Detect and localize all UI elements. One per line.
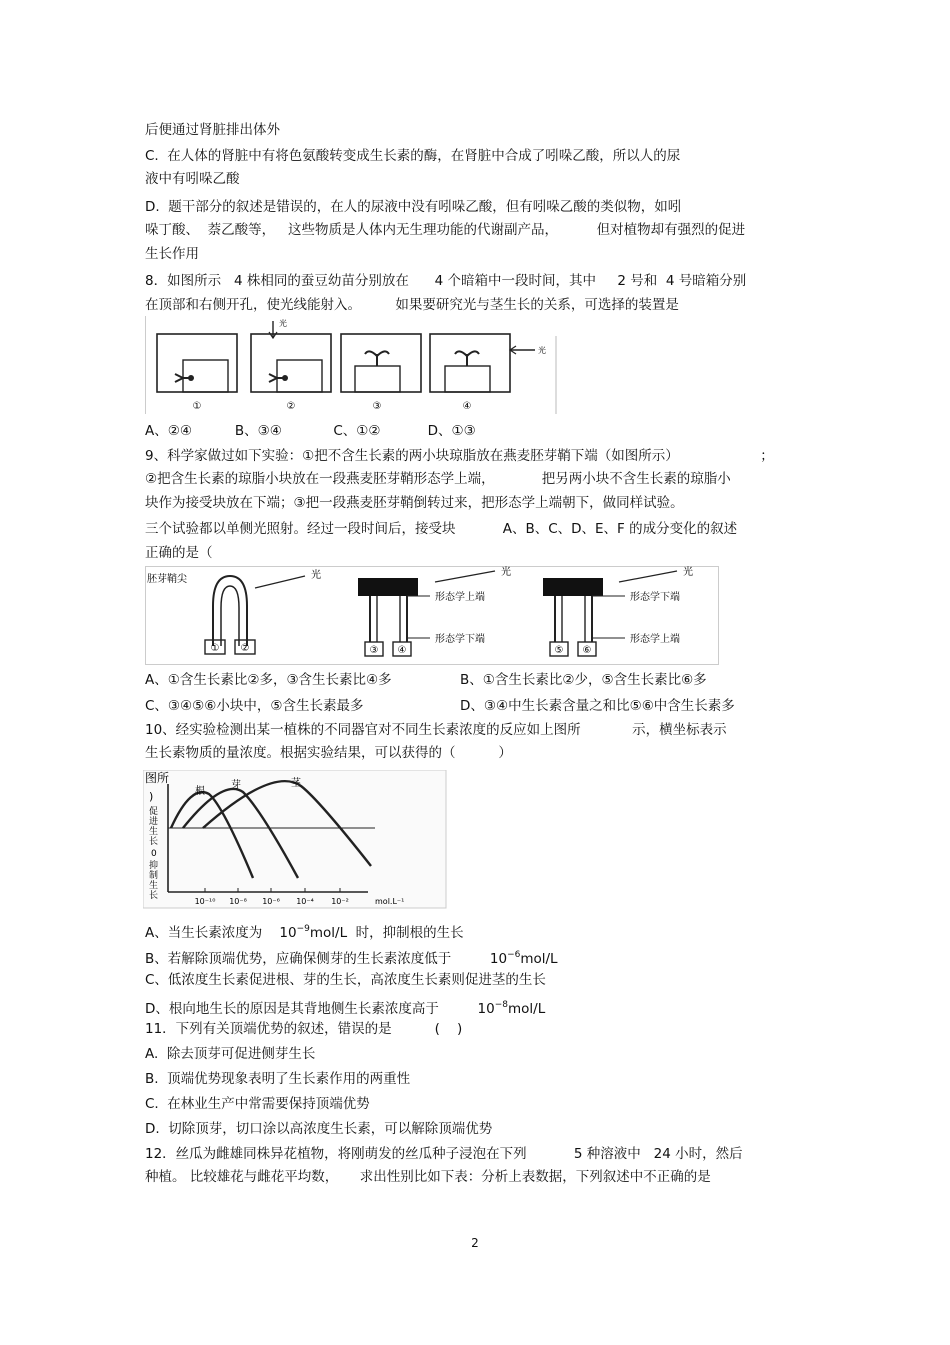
q10-stem-line1: 10、经实验检测出某一植株的不同器官对不同生长素浓度的反应如上图所 示，横坐标表示 xyxy=(145,722,727,738)
q11-stem: 11．下列有关顶端优势的叙述，错误的是 ( ) xyxy=(145,1021,463,1037)
q8-options: A、②④ B、③④ C、①② D、①③ xyxy=(145,423,476,439)
block-label: ④ xyxy=(397,645,407,656)
morph-upper-label: 形态学上端 xyxy=(435,592,485,603)
svg-text:): ) xyxy=(149,790,154,803)
morph-lower-label: 形态学下端 xyxy=(630,592,680,603)
text-line: 后便通过肾脏排出体外 xyxy=(145,122,280,138)
experiment-2 xyxy=(358,566,511,656)
q9-stem-line5: 正确的是（ xyxy=(145,545,213,561)
y-promote-4: 长 xyxy=(149,837,159,847)
y-promote-3: 生 xyxy=(149,827,159,837)
y-inhibit-3: 生 xyxy=(149,881,159,891)
light-label: 光 xyxy=(311,570,321,581)
curve-label-stem: 茎 xyxy=(291,778,301,789)
q8-stem-line1: 8．如图所示 4 株相同的蚕豆幼苗分别放在 4 个暗箱中一段时间，其中 2 号和 4 号暗箱分别 xyxy=(145,273,747,289)
q11-option-c: C. 在林业生产中常需要保持顶端优势 xyxy=(145,1096,370,1112)
q10-option-d: D、根向地生长的原因是其背地侧生长素浓度高于 $10^{-8}mol/L$ xyxy=(145,1000,546,1017)
morph-upper-label: 形态学上端 xyxy=(630,634,680,645)
light-label: 光 xyxy=(501,567,511,578)
dark-box-2 xyxy=(251,318,331,412)
y-promote-2: 进 xyxy=(149,817,159,827)
q11-option-d: D. 切除顶芽，切口涂以高浓度生长素，可以解除顶端优势 xyxy=(145,1121,493,1137)
block-label: ⑤ xyxy=(554,645,564,656)
experiment-3 xyxy=(543,566,693,656)
x-tick-label: 10⁻⁶ xyxy=(262,897,280,906)
text-line: 液中有吲哚乙酸 xyxy=(145,171,240,187)
x-tick-label: 10⁻⁴ xyxy=(296,897,314,906)
curve-label-root: 根 xyxy=(195,786,205,797)
q9-stem-line3: 块作为接受块放在下端；③把一段燕麦胚芽鞘倒转过来，把形态学上端朝下，做同样试验。 xyxy=(145,495,684,511)
x-tick-label: 10⁻² xyxy=(331,897,349,906)
q10-stem-line2: 生长素物质的量浓度。根据实验结果，可以获得的（ ） xyxy=(145,745,512,761)
y-inhibit-1: 抑 xyxy=(149,861,159,871)
dark-box-3 xyxy=(341,334,421,412)
y-inhibit-4: 长 xyxy=(149,891,159,901)
text-line: D. 题干部分的叙述是错误的，在人的尿液中没有吲哚乙酸，但有吲哚乙酸的类似物，如吲 xyxy=(145,199,682,215)
q9-figure xyxy=(145,566,720,666)
dark-box-1 xyxy=(157,334,237,412)
text-line: 生长作用 xyxy=(145,246,199,262)
q9-stem-line1: 9、科学家做过如下实验：①把不含生长素的两小块琼脂放在燕麦胚芽鞘下端（如图所示） ； xyxy=(145,448,774,464)
light-label: 光 xyxy=(538,346,546,355)
block-label: ② xyxy=(240,643,250,654)
q9-option-b: B、①含生长素比②少，⑤含生长素比⑥多 xyxy=(460,672,707,688)
y-zero: 0 xyxy=(151,849,157,859)
x-tick-label: 10⁻⁸ xyxy=(229,897,247,906)
q11-option-b: B. 顶端优势现象表明了生长素作用的两重性 xyxy=(145,1071,411,1087)
y-promote-1: 促 xyxy=(149,807,159,817)
q9-option-a: A、①含生长素比②多，③含生长素比④多 xyxy=(145,672,392,688)
block-label: ③ xyxy=(369,645,379,656)
text-line: C. 在人体的肾脏中有将色氨酸转变成生长素的酶，在肾脏中合成了吲哚乙酸，所以人的尿 xyxy=(145,148,681,164)
q12-stem-line1: 12．丝瓜为雌雄同株异花植物，将刚萌发的丝瓜种子浸泡在下列 5 种溶液中 24 小时，然后 xyxy=(145,1146,743,1162)
q10-option-c: C、低浓度生长素促进根、芽的生长，高浓度生长素则促进茎的生长 xyxy=(145,972,546,988)
block-label: ⑥ xyxy=(582,645,592,656)
x-tick-label: 10⁻¹⁰ xyxy=(194,897,216,906)
box-label: ③ xyxy=(372,401,382,412)
q12-stem-line2: 种植。 比较雄花与雌花平均数， 求出性别比如下表：分析上表数据，下列叙述中不正确的是 xyxy=(145,1169,711,1185)
q11-option-a: A. 除去顶芽可促进侧芽生长 xyxy=(145,1046,316,1062)
light-label: 光 xyxy=(279,319,287,328)
x-unit: mol.L⁻¹ xyxy=(375,897,405,906)
q8-stem-line2: 在顶部和右侧开孔，使光线能射入。 如果要研究光与茎生长的关系，可选择的装置是 xyxy=(145,297,679,313)
q10-figure xyxy=(143,770,448,910)
box-label: ④ xyxy=(462,401,472,412)
q10-option-a: A、当生长素浓度为 $10^{-9}mol/L$ 时，抑制根的生长 xyxy=(145,924,464,941)
q9-option-d: D、③④中生长素含量之和比⑤⑥中含生长素多 xyxy=(460,698,735,714)
curve-label-bud: 芽 xyxy=(231,780,241,791)
y-inhibit-2: 制 xyxy=(149,871,159,881)
experiment-1 xyxy=(147,568,321,654)
page-number: 2 xyxy=(471,1236,479,1250)
morph-lower-label: 形态学下端 xyxy=(435,634,485,645)
tip-label: 胚芽鞘尖 xyxy=(147,574,187,585)
q9-stem-line2: ②把含生长素的琼脂小块放在一段燕麦胚芽鞘形态学上端， 把另两小块不含生长素的琼脂小 xyxy=(145,471,731,487)
q9-stem-line4: 三个试验都以单侧光照射。经过一段时间后，接受块 A、B、C、D、E、F 的成分变化的叙述 xyxy=(145,521,738,537)
dark-box-4 xyxy=(430,334,546,412)
q9-option-c: C、③④⑤⑥小块中，⑤含生长素最多 xyxy=(145,698,364,714)
q8-figure xyxy=(145,316,560,416)
text-line: 哚丁酸、 萘乙酸等， 这些物质是人体内无生理功能的代谢副产品， 但对植物却有强烈的促进 xyxy=(145,222,746,238)
q10-option-b: B、若解除顶端优势，应确保侧芽的生长素浓度低于 $10^{-6}mol/L$ xyxy=(145,950,558,967)
light-label: 光 xyxy=(683,567,693,578)
figure-corner-label: 图所 xyxy=(145,771,170,785)
box-label: ① xyxy=(192,401,202,412)
block-label: ① xyxy=(210,643,220,654)
box-label: ② xyxy=(286,401,296,412)
